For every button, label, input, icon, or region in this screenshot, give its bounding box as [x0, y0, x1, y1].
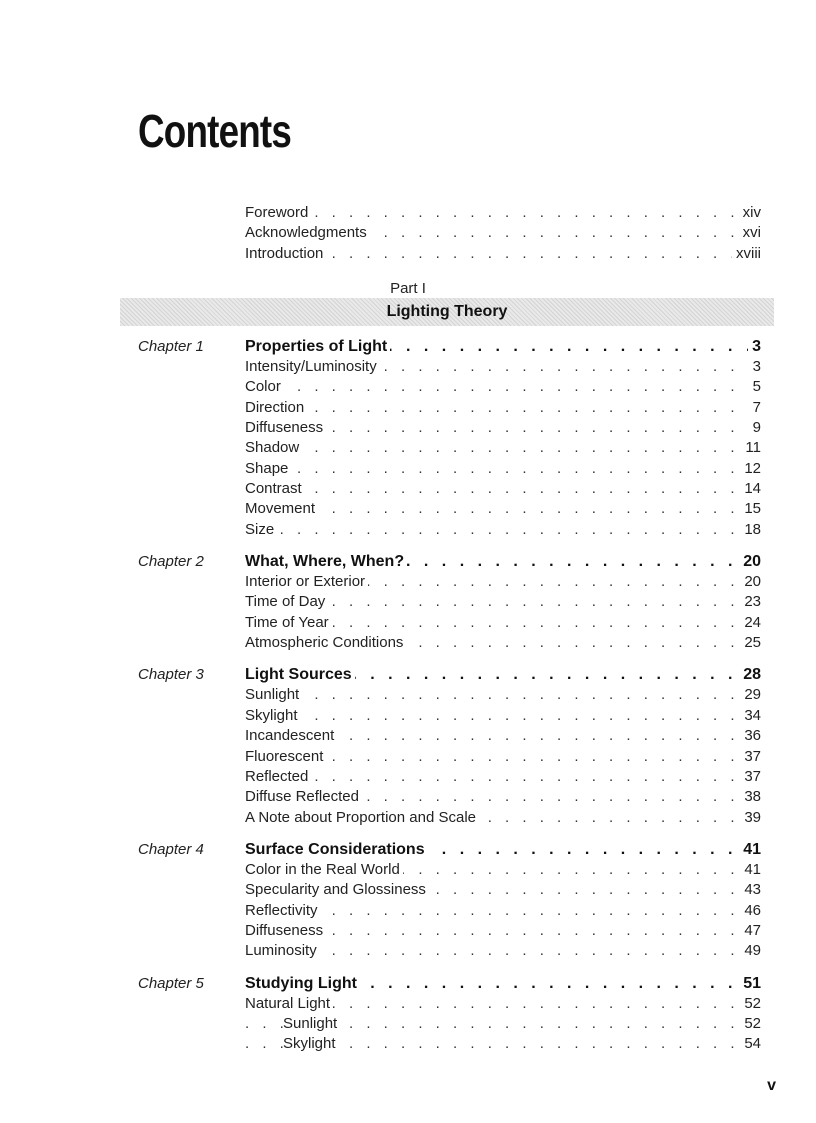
page-number: v: [767, 1077, 776, 1094]
section-entry: [245, 398, 761, 418]
entry-title: Fluorescent: [245, 748, 326, 765]
dot-leader: [245, 706, 761, 726]
dot-leader: [245, 499, 761, 519]
dot-leader: [245, 941, 761, 961]
section-entry: [245, 901, 761, 921]
chapter-heading: [245, 551, 761, 572]
entry-title: Incandescent: [245, 727, 337, 744]
dot-leader: [245, 203, 761, 223]
entry-title: A Note about Proportion and Scale: [245, 809, 479, 826]
entry-title: Reflectivity: [245, 902, 321, 919]
chapter-label: Chapter 4: [138, 840, 204, 858]
entry-title: Sunlight: [283, 1015, 340, 1032]
entry-title: Intensity/Luminosity: [245, 358, 380, 375]
entry-page: 49: [740, 941, 761, 961]
section-entry: [245, 921, 761, 941]
section-entry: [245, 747, 761, 767]
entry-page: xvi: [739, 223, 761, 243]
entry-page: 3: [748, 336, 761, 357]
section-entry: [245, 479, 761, 499]
entry-title: Sunlight: [245, 686, 302, 703]
entry-title: What, Where, When?: [245, 553, 407, 570]
entry-title: Properties of Light: [245, 338, 390, 355]
part-title: Lighting Theory: [386, 303, 508, 320]
entry-page: 24: [740, 613, 761, 633]
entry-title: Specularity and Glossiness: [245, 881, 429, 898]
section-entry: [245, 572, 761, 592]
entry-title: Color in the Real World: [245, 861, 403, 878]
entry-title: Light Sources: [245, 666, 355, 683]
entry-page: 46: [740, 901, 761, 921]
part-label: Part I: [390, 280, 426, 297]
front-matter-entry: [245, 223, 761, 243]
dot-leader: [245, 685, 761, 705]
entry-page: 15: [740, 499, 761, 519]
entry-title: Atmospheric Conditions: [245, 634, 406, 651]
chapter-block: [138, 664, 761, 827]
dot-leader: [245, 520, 761, 540]
entry-page: xiv: [739, 203, 761, 223]
chapter-label: Chapter 1: [138, 338, 204, 355]
section-entry: [245, 767, 761, 787]
entry-title: Shadow: [245, 439, 302, 456]
entry-page: 25: [740, 633, 761, 653]
chapter-body: [245, 551, 761, 653]
entry-title: Contrast: [245, 480, 305, 497]
entry-title: Diffuseness: [245, 419, 326, 436]
entry-title: Foreword: [245, 204, 311, 221]
chapter-heading: [245, 336, 761, 357]
entry-page: 9: [749, 418, 761, 438]
entry-title: Shape: [245, 460, 291, 477]
section-entry: [245, 880, 761, 900]
entry-page: 52: [740, 994, 761, 1014]
chapter-block: [138, 839, 761, 962]
chapter-block: [138, 973, 761, 1055]
subsection-entry: [245, 1034, 761, 1054]
section-entry: [245, 941, 761, 961]
entry-page: 54: [740, 1034, 761, 1054]
entry-page: 51: [739, 973, 761, 994]
chapter-list: [138, 336, 761, 1066]
chapter-body: [245, 973, 761, 1055]
entry-page: 36: [740, 726, 761, 746]
section-entry: [245, 808, 761, 828]
dot-leader: [245, 479, 761, 499]
section-entry: [245, 357, 761, 377]
section-entry: [245, 459, 761, 479]
entry-title: Time of Year: [245, 614, 332, 631]
entry-page: 39: [740, 808, 761, 828]
entry-page: 52: [740, 1014, 761, 1034]
entry-page: 34: [740, 706, 761, 726]
entry-title: Time of Day: [245, 593, 328, 610]
subsection-entry: [245, 1014, 761, 1034]
chapter-body: [245, 839, 761, 962]
section-entry: [245, 520, 761, 540]
dot-leader: [245, 398, 761, 418]
chapter-block: [138, 336, 761, 540]
entry-page: 18: [740, 520, 761, 540]
entry-title: Skylight: [283, 1035, 339, 1052]
entry-title: Direction: [245, 399, 307, 416]
dot-leader: [245, 459, 761, 479]
section-entry: [245, 706, 761, 726]
section-entry: [245, 613, 761, 633]
section-entry: [245, 685, 761, 705]
entry-title: Movement: [245, 500, 318, 517]
entry-page: 28: [739, 664, 761, 685]
entry-page: 23: [740, 592, 761, 612]
entry-title: Reflected: [245, 768, 311, 785]
chapter-heading: [245, 973, 761, 994]
chapter-block: [138, 551, 761, 653]
entry-title: Studying Light: [245, 975, 360, 992]
entry-page: 14: [740, 479, 761, 499]
dot-leader: [245, 377, 761, 397]
part-banner: [120, 298, 774, 326]
entry-page: 47: [740, 921, 761, 941]
section-entry: [245, 787, 761, 807]
entry-title: Skylight: [245, 707, 301, 724]
entry-title: Size: [245, 521, 277, 538]
chapter-label: Chapter 5: [138, 974, 204, 992]
entry-page: 29: [740, 685, 761, 705]
entry-page: 3: [749, 357, 761, 377]
entry-page: xviii: [732, 244, 761, 264]
front-matter-entry: [245, 203, 761, 223]
entry-page: 38: [740, 787, 761, 807]
entry-title: Introduction: [245, 245, 326, 262]
section-entry: [245, 994, 761, 1014]
entry-title: Luminosity: [245, 942, 320, 959]
page-title: Contents: [138, 105, 292, 157]
chapter-heading: [245, 664, 761, 685]
section-entry: [245, 726, 761, 746]
section-entry: [245, 418, 761, 438]
entry-page: 37: [740, 747, 761, 767]
front-matter-list: [245, 203, 761, 264]
entry-title: Natural Light: [245, 995, 333, 1012]
dot-leader: [245, 767, 761, 787]
front-matter-entry: [245, 244, 761, 264]
entry-page: 12: [740, 459, 761, 479]
entry-title: Diffuse Reflected: [245, 788, 362, 805]
entry-page: 43: [740, 880, 761, 900]
section-entry: [245, 633, 761, 653]
dot-leader: [245, 901, 761, 921]
chapter-heading: [245, 839, 761, 860]
chapter-body: [245, 336, 761, 540]
entry-page: 20: [739, 551, 761, 572]
entry-page: 37: [740, 767, 761, 787]
chapter-label: Chapter 2: [138, 553, 204, 571]
entry-page: 11: [741, 438, 761, 458]
section-entry: [245, 592, 761, 612]
chapter-body: [245, 664, 761, 827]
section-entry: [245, 377, 761, 397]
entry-page: 41: [739, 839, 761, 860]
dot-leader: [245, 438, 761, 458]
entry-page: 5: [749, 377, 761, 397]
entry-page: 7: [749, 398, 761, 418]
chapter-label: Chapter 3: [138, 666, 204, 684]
section-entry: [245, 438, 761, 458]
entry-title: Interior or Exterior: [245, 573, 368, 590]
entry-title: Diffuseness: [245, 922, 326, 939]
entry-page: 20: [740, 572, 761, 592]
section-entry: [245, 499, 761, 519]
entry-title: Surface Considerations: [245, 841, 428, 858]
section-entry: [245, 860, 761, 880]
entry-title: Color: [245, 378, 284, 395]
entry-title: Acknowledgments: [245, 224, 370, 241]
entry-page: 41: [740, 860, 761, 880]
